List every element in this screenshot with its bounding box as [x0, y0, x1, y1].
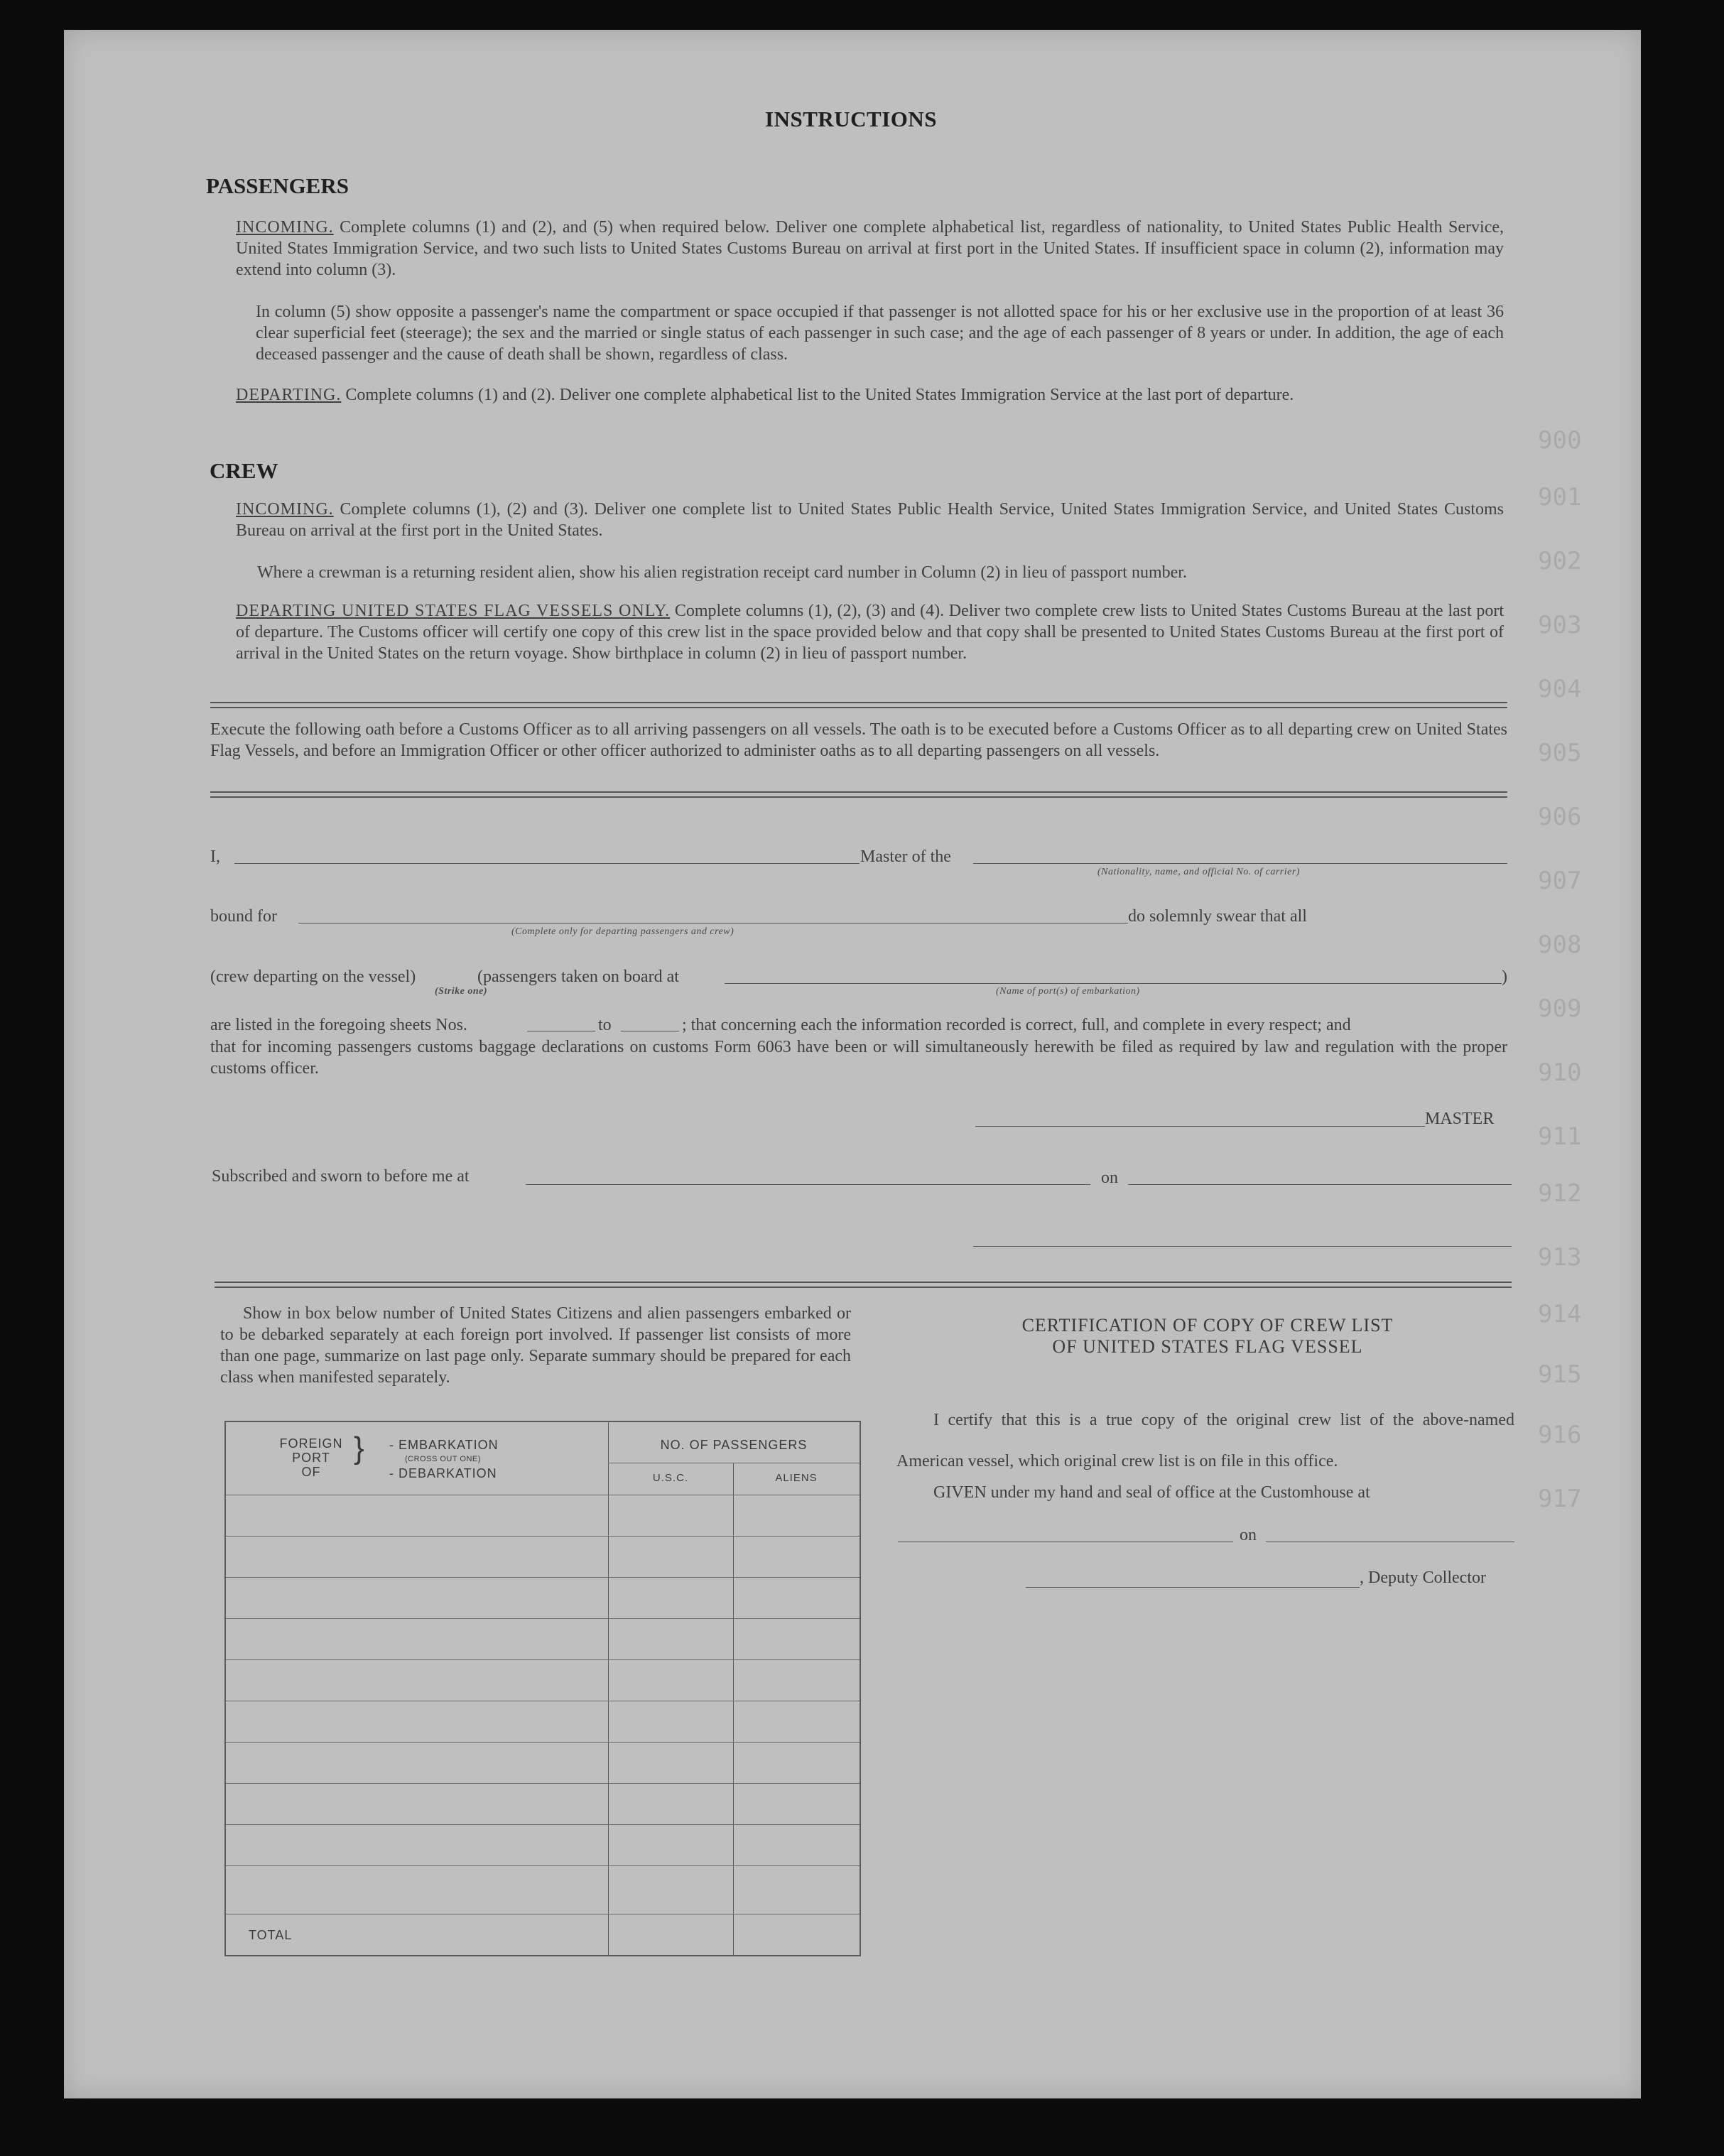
incoming-label: INCOMING. — [236, 218, 334, 237]
passengers-count-header: NO. OF PASSENGERS — [660, 1438, 808, 1452]
on-label: on — [1101, 1169, 1118, 1187]
divider — [210, 791, 1507, 793]
deputy-signature-field[interactable] — [1026, 1587, 1360, 1588]
row-divider — [226, 1824, 860, 1825]
nationality-caption: (Nationality, name, and official No. of carrier) — [1097, 867, 1300, 877]
bleed-through-mark: 907 — [1538, 867, 1582, 895]
usc-header: U.S.C. — [652, 1472, 689, 1484]
subscribed-label: Subscribed and sworn to before me at — [212, 1167, 470, 1186]
departing-text: Complete columns (1) and (2). Deliver one complete alphabetical list to the United States Immigration Service at the last port of departure. — [345, 386, 1294, 404]
row-divider — [226, 1865, 860, 1866]
incoming-text: Complete columns (1) and (2), and (5) when required below. Deliver one complete alphabetical list, regardless of nationality, to United States Public Health Service, United States Immigration Service, and two such lists to United States Customs Bureau on arrival at first port in the United States. If insufficient space in column (2), information may extend into column (3). — [236, 218, 1505, 279]
certification-title-line: OF UNITED STATES FLAG VESSEL — [1052, 1336, 1363, 1357]
certification-title — [952, 1315, 1463, 1358]
bleed-through-mark: 912 — [1538, 1179, 1582, 1208]
crew-departing-text: Complete columns (1), (2), (3) and (4). Deliver two complete crew lists to United States Customs Bureau at the last port of departure. The Customs officer will certify one copy of this crew list in the space provided below and that copy shall be presented to United States Customs Bureau at the first port of arrival in the United States on the return voyage. Show birthplace in column (2) in lieu of passport number. — [236, 602, 1504, 663]
strike-caption: (Strike one) — [435, 986, 488, 997]
bound-for-label: bound for — [210, 907, 277, 926]
brace-icon: } — [354, 1431, 365, 1466]
column-divider — [608, 1422, 609, 1955]
port-header-line: OF — [301, 1465, 321, 1479]
sworn-date-field[interactable] — [1128, 1184, 1512, 1185]
crew-incoming-text: Complete columns (1), (2) and (3). Deliver one complete list to United States Public Health Service, United States Immigration Service, and United States Customs Bureau on arrival at the first port in the United States. — [236, 500, 1504, 540]
port-header-line: PORT — [292, 1451, 330, 1465]
bleed-through-mark: 911 — [1538, 1122, 1582, 1151]
bleed-through-mark: 903 — [1538, 611, 1582, 639]
master-label: MASTER — [1425, 1110, 1495, 1128]
row-divider — [226, 1659, 860, 1660]
oath-intro: Execute the following oath before a Customs Officer as to all arriving passengers on all vessels. The oath is to be executed before a Customs Officer as to all departing crew on United States Flag Vessels, and before an Immigration Officer or other officer authorized to administer oaths as to all departing passengers on all vessels. — [210, 720, 1507, 760]
bleed-through-mark: 901 — [1538, 483, 1582, 511]
sworn-place-field[interactable] — [526, 1184, 1090, 1185]
bleed-through-mark: 906 — [1538, 803, 1582, 831]
port-header-line: FOREIGN — [279, 1436, 343, 1451]
embarkation-label: - EMBARKATION — [389, 1438, 499, 1452]
close-paren: ) — [1502, 968, 1507, 986]
port-header — [269, 1436, 354, 1479]
cert-on-label: on — [1240, 1526, 1257, 1544]
divider — [210, 707, 1507, 708]
bleed-through-mark: 900 — [1538, 426, 1582, 455]
carrier-field[interactable] — [973, 863, 1507, 864]
officer-signature-field[interactable] — [973, 1246, 1512, 1247]
crew-incoming-label: INCOMING. — [236, 500, 334, 519]
deputy-label: , Deputy Collector — [1360, 1569, 1486, 1587]
crew-resident-paragraph: Where a crewman is a returning resident alien, show his alien registration receipt card number in Column (2) in lieu of passport number. — [257, 563, 1187, 582]
bleed-through-mark: 902 — [1538, 547, 1582, 575]
aliens-header: ALIENS — [775, 1472, 818, 1484]
crew-departing-paragraph — [236, 600, 1504, 664]
row-divider — [226, 1536, 860, 1537]
certify-paragraph: I certify that this is a true copy of the original crew list of the above-named American vessel, which original crew list is on file in this office. — [896, 1411, 1514, 1470]
master-signature-field[interactable] — [975, 1126, 1425, 1127]
bleed-through-mark: 910 — [1538, 1058, 1582, 1087]
bleed-through-mark: 916 — [1538, 1421, 1582, 1449]
certification-title-line: CERTIFICATION OF COPY OF CREW LIST — [1021, 1315, 1394, 1336]
row-divider — [226, 1577, 860, 1578]
bleed-through-mark: 917 — [1538, 1485, 1582, 1513]
bleed-through-mark: 914 — [1538, 1300, 1582, 1328]
departing-caption: (Complete only for departing passengers and crew) — [511, 926, 734, 937]
embarkation-port-field[interactable] — [725, 983, 1502, 984]
passengers-heading: PASSENGERS — [206, 173, 349, 198]
divider — [210, 702, 1507, 703]
crew-incoming-paragraph — [236, 499, 1504, 541]
passengers-column5-paragraph: In column (5) show opposite a passenger's name the compartment or space occupied if that passenger is not allotted space for his or her exclusive use in the proportion of at least 36 clear superficial feet (steerage); the sex and the married or single status of each passenger in such case; and the age of each passenger of 8 years or under. In addition, the age of each deceased passenger and the cause of death shall be shown, regardless of class. — [256, 303, 1504, 364]
summary-instructions: Show in box below number of United States Citizens and alien passengers embarked or to be debarked separately at each foreign port involved. If passenger list consists of more than one page, summarize on last page only. Separate summary should be prepared for each class when manifested separately. — [220, 1304, 851, 1387]
master-name-field[interactable] — [234, 863, 860, 864]
bleed-through-mark: 913 — [1538, 1243, 1582, 1272]
embark-debark-header — [389, 1438, 499, 1480]
port-caption: (Name of port(s) of embarkation) — [996, 986, 1140, 997]
row-divider — [226, 1783, 860, 1784]
debarkation-label: - DEBARKATION — [389, 1466, 497, 1480]
bleed-through-mark: 904 — [1538, 675, 1582, 703]
passengers-incoming-paragraph — [236, 217, 1504, 281]
bleed-through-mark: 905 — [1538, 739, 1582, 767]
bleed-through-mark: 908 — [1538, 931, 1582, 959]
divider — [210, 796, 1507, 798]
row-divider — [226, 1742, 860, 1743]
row-divider — [226, 1618, 860, 1619]
departing-label: DEPARTING. — [236, 386, 342, 404]
crew-departing-option: (crew departing on the vessel) — [210, 968, 416, 986]
divider — [215, 1282, 1512, 1283]
master-of-the-label: Master of the — [860, 847, 951, 866]
sheets-to: to — [598, 1016, 612, 1034]
bleed-through-mark: 915 — [1538, 1360, 1582, 1389]
cross-out-note: (CROSS OUT ONE) — [405, 1455, 481, 1463]
crew-departing-label: DEPARTING UNITED STATES FLAG VESSELS ONLY. — [236, 602, 671, 620]
page-title: INSTRUCTIONS — [765, 107, 938, 131]
sheets-prefix: are listed in the foregoing sheets Nos. — [210, 1016, 467, 1034]
swear-text: do solemnly swear that all — [1128, 907, 1307, 926]
oath-i-label: I, — [210, 847, 220, 866]
sheets-paragraph: that for incoming passengers customs baggage declarations on customs Form 6063 have been or will simultaneously herewith be filed as required by law and regulation with the proper customs officer. — [210, 1038, 1507, 1078]
passenger-summary-table — [224, 1421, 861, 1956]
passengers-departing-paragraph — [236, 384, 1504, 406]
bleed-through-mark: 909 — [1538, 995, 1582, 1023]
total-label: TOTAL — [249, 1928, 293, 1942]
given-text: GIVEN under my hand and seal of office at the Customhouse at — [933, 1483, 1370, 1502]
divider — [215, 1286, 1512, 1288]
passengers-taken-option: (passengers taken on board at — [477, 968, 679, 986]
sheets-suffix: ; that concerning each the information recorded is correct, full, and complete in every respect; and — [682, 1016, 1351, 1034]
crew-heading: CREW — [210, 458, 278, 483]
